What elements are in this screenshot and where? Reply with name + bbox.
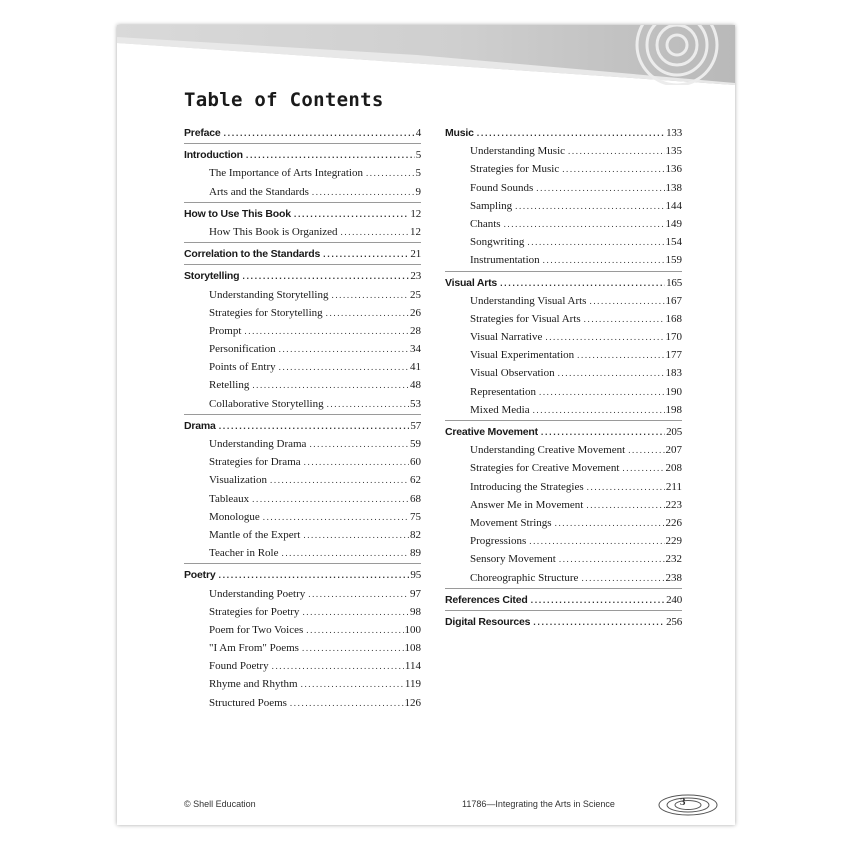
toc-entry-page: 62: [410, 474, 421, 487]
toc-entry-label: Understanding Creative Movement: [470, 444, 626, 457]
header-banner: [117, 25, 735, 85]
toc-entry-prompt: [184, 322, 421, 340]
dot-leader: [281, 544, 409, 562]
toc-entry-label: Visual Experimentation: [470, 349, 575, 362]
toc-entry-page: 21: [410, 248, 421, 261]
toc-entry-page: 170: [665, 331, 682, 344]
toc-entry-label: Visual Observation: [470, 367, 555, 380]
dot-leader: [622, 459, 664, 477]
dot-leader: [366, 164, 415, 182]
toc-entry-label: Strategies for Poetry: [209, 605, 300, 618]
toc-entry-page: 97: [410, 587, 421, 600]
toc-entry-collaborative-storytelling: [184, 395, 421, 413]
toc-entry-page: 238: [665, 571, 682, 584]
toc-section-correlation-to-the-standards: [184, 245, 421, 263]
toc-entry-the-importance-of-arts-integration: [184, 164, 421, 182]
dot-leader: [326, 304, 409, 322]
dot-leader: [303, 526, 409, 544]
toc-entry-how-this-book-is-organized: [184, 223, 421, 241]
toc-entry-understanding-poetry: [184, 585, 421, 603]
toc-entry-label: Music: [445, 127, 474, 139]
toc-entry-arts-and-the-standards: [184, 183, 421, 201]
document-page: [117, 25, 735, 825]
dot-leader: [323, 245, 409, 263]
toc-entry-teacher-in-role: [184, 544, 421, 562]
toc-entry-choreographic-structure: [445, 569, 682, 587]
dot-leader: [568, 142, 664, 160]
toc-entry-label: Instrumentation: [470, 254, 540, 267]
toc-entry-page: 149: [665, 217, 682, 230]
toc-entry-label: Visual Narrative: [470, 331, 543, 344]
toc-entry-page: 168: [665, 312, 682, 325]
toc-entry-page: 232: [665, 553, 682, 566]
toc-entry-label: Understanding Visual Arts: [470, 294, 587, 307]
toc-entry-page: 256: [666, 615, 682, 628]
toc-section-drama: [184, 417, 421, 435]
dot-leader: [541, 423, 665, 441]
dot-leader: [539, 383, 665, 401]
toc-entry-label: Songwriting: [470, 236, 525, 249]
toc-entry-page: 226: [665, 516, 682, 529]
dot-leader: [301, 675, 404, 693]
toc-entry-page: 59: [410, 438, 421, 450]
dot-leader: [242, 267, 409, 285]
dot-leader: [302, 639, 404, 657]
toc-entry-page: 41: [410, 361, 421, 374]
toc-entry-label: Retelling: [209, 379, 250, 392]
toc-entry-label: Digital Resources: [445, 615, 531, 628]
toc-entry-understanding-visual-arts: [445, 292, 682, 310]
toc-entry-label: Monologue: [209, 510, 260, 523]
toc-entry-found-sounds: [445, 179, 682, 197]
toc-entry-label: Introduction: [184, 149, 243, 162]
toc-section-how-to-use-this-book: [184, 205, 421, 223]
toc-entry-label: Progressions: [470, 535, 527, 548]
dot-leader: [224, 124, 415, 142]
dot-leader: [543, 251, 665, 269]
toc-right-column: [445, 124, 682, 631]
toc-entry-label: Visualization: [209, 474, 267, 487]
toc-entry-label: Strategies for Music: [470, 163, 560, 176]
toc-entry-movement-strings: [445, 514, 682, 532]
toc-entry-rhyme-and-rhythm: [184, 675, 421, 693]
dot-leader: [500, 274, 665, 292]
toc-entry-label: Tableaux: [209, 492, 250, 505]
toc-entry-page: 100: [404, 623, 421, 636]
toc-entry-understanding-drama: [184, 435, 421, 453]
dot-leader: [584, 310, 665, 328]
toc-entry-page: 183: [665, 367, 682, 380]
toc-entry-label: Understanding Storytelling: [209, 288, 329, 301]
toc-entry-points-of-entry: [184, 358, 421, 376]
toc-entry-label: Collaborative Storytelling: [209, 397, 324, 410]
dot-leader: [304, 453, 409, 471]
toc-entry-page: 223: [665, 498, 682, 511]
toc-entry-label: Understanding Drama: [209, 438, 307, 450]
toc-entry-strategies-for-music: [445, 160, 682, 178]
toc-entry-label: Preface: [184, 127, 221, 139]
page-number-ripple-icon: [657, 793, 719, 817]
toc-entry-label: Drama: [184, 419, 216, 432]
toc-entry-page: 208: [665, 462, 682, 475]
dot-leader: [555, 514, 665, 532]
dot-leader: [279, 358, 409, 376]
toc-entry-monologue: [184, 508, 421, 526]
toc-entry-label: Prompt: [209, 324, 242, 337]
dot-leader: [272, 657, 404, 675]
toc-entry-page: 119: [404, 678, 421, 691]
section-divider: [445, 420, 682, 421]
toc-entry-page: 68: [410, 492, 421, 505]
toc-entry-label: "I Am From" Poems: [209, 642, 299, 655]
footer-product: 11786—Integrating the Arts in Science: [462, 799, 615, 809]
dot-leader: [331, 286, 409, 304]
toc-entry-page: 48: [410, 379, 421, 392]
toc-entry-page: 154: [665, 236, 682, 249]
toc-entry-page: 159: [665, 254, 682, 267]
dot-leader: [309, 435, 409, 453]
section-divider: [445, 588, 682, 589]
toc-entry-label: Found Poetry: [209, 660, 269, 673]
toc-entry-strategies-for-poetry: [184, 603, 421, 621]
section-divider: [184, 143, 421, 144]
toc-entry-page: 133: [666, 127, 682, 139]
dot-leader: [218, 566, 409, 584]
dot-leader: [527, 233, 664, 251]
toc-entry-label: Poem for Two Voices: [209, 623, 304, 636]
dot-leader: [294, 205, 410, 223]
toc-entry-songwriting: [445, 233, 682, 251]
dot-leader: [477, 124, 665, 142]
toc-entry-page: 5: [415, 149, 421, 162]
toc-entry-label: Chants: [470, 217, 501, 230]
dot-leader: [531, 591, 666, 609]
toc-entry-label: Answer Me in Movement: [470, 498, 584, 511]
toc-entry-i-am-from-poems: [184, 639, 421, 657]
dot-leader: [536, 179, 664, 197]
toc-entry-label: Rhyme and Rhythm: [209, 678, 298, 691]
toc-entry-label: Understanding Poetry: [209, 587, 306, 600]
toc-entry-page: 198: [665, 403, 682, 416]
dot-leader: [341, 223, 409, 241]
dot-leader: [581, 569, 664, 587]
toc-entry-answer-me-in-movement: [445, 496, 682, 514]
toc-entry-sensory-movement: [445, 550, 682, 568]
toc-entry-page: 138: [665, 181, 682, 194]
toc-entry-personification: [184, 340, 421, 358]
toc-entry-page: 60: [410, 456, 421, 469]
toc-entry-mixed-media: [445, 401, 682, 419]
dot-leader: [308, 585, 409, 603]
toc-entry-page: 23: [410, 270, 421, 283]
toc-entry-label: References Cited: [445, 593, 528, 606]
toc-entry-label: Mantle of the Expert: [209, 528, 301, 541]
toc-entry-poem-for-two-voices: [184, 621, 421, 639]
toc-entry-visual-experimentation: [445, 346, 682, 364]
toc-entry-retelling: [184, 376, 421, 394]
toc-entry-understanding-music: [445, 142, 682, 160]
toc-entry-label: Mixed Media: [470, 403, 530, 416]
dot-leader: [306, 621, 403, 639]
toc-entry-page: 9: [415, 185, 421, 198]
toc-entry-page: 177: [665, 349, 682, 362]
dot-leader: [558, 364, 665, 382]
toc-entry-page: 229: [665, 535, 682, 548]
toc-entry-page: 5: [415, 167, 421, 180]
section-divider: [445, 271, 682, 272]
toc-entry-label: Sensory Movement: [470, 553, 556, 566]
toc-entry-page: 95: [410, 569, 421, 582]
toc-entry-page: 57: [410, 419, 421, 432]
toc-entry-understanding-storytelling: [184, 286, 421, 304]
toc-entry-instrumentation: [445, 251, 682, 269]
dot-leader: [504, 215, 665, 233]
toc-entry-page: 135: [665, 145, 682, 158]
toc-entry-visual-observation: [445, 364, 682, 382]
toc-entry-mantle-of-the-expert: [184, 526, 421, 544]
section-divider: [184, 242, 421, 243]
toc-entry-page: 98: [410, 605, 421, 618]
dot-leader: [270, 471, 409, 489]
dot-leader: [529, 532, 664, 550]
dot-leader: [327, 395, 409, 413]
dot-leader: [586, 496, 664, 514]
dot-leader: [545, 328, 664, 346]
toc-left-column: [184, 124, 421, 712]
toc-entry-strategies-for-drama: [184, 453, 421, 471]
toc-entry-page: 53: [410, 397, 421, 410]
toc-entry-label: Strategies for Storytelling: [209, 306, 323, 319]
toc-entry-page: 126: [404, 696, 421, 709]
page-number: 3: [680, 796, 686, 808]
toc-entry-page: 190: [665, 385, 682, 398]
toc-section-creative-movement: [445, 423, 682, 441]
toc-entry-visual-narrative: [445, 328, 682, 346]
dot-leader: [279, 340, 409, 358]
toc-entry-page: 34: [410, 343, 421, 356]
toc-entry-structured-poems: [184, 694, 421, 712]
toc-entry-label: Visual Arts: [445, 276, 498, 289]
dot-leader: [533, 613, 665, 631]
toc-entry-label: Understanding Music: [470, 145, 566, 158]
toc-entry-label: The Importance of Arts Integration: [209, 167, 363, 180]
toc-entry-page: 144: [665, 199, 682, 212]
toc-entry-label: Poetry: [184, 569, 216, 582]
toc-entry-strategies-for-creative-movement: [445, 459, 682, 477]
toc-entry-page: 25: [410, 288, 421, 301]
toc-entry-page: 108: [404, 642, 421, 655]
dot-leader: [246, 146, 415, 164]
toc-entry-page: 165: [666, 276, 682, 289]
dot-leader: [290, 694, 404, 712]
toc-section-introduction: [184, 146, 421, 164]
toc-entry-label: Strategies for Creative Movement: [470, 462, 620, 475]
toc-entry-page: 82: [410, 528, 421, 541]
toc-entry-page: 12: [410, 225, 421, 238]
toc-entry-tableaux: [184, 490, 421, 508]
toc-entry-understanding-creative-movement: [445, 441, 682, 459]
toc-entry-label: Storytelling: [184, 270, 240, 283]
footer-publisher: © Shell Education: [184, 799, 256, 809]
toc-entry-page: 12: [410, 207, 421, 220]
toc-entry-page: 205: [666, 426, 682, 438]
toc-entry-strategies-for-visual-arts: [445, 310, 682, 328]
toc-entry-label: Choreographic Structure: [470, 571, 579, 584]
toc-entry-label: How This Book is Organized: [209, 225, 338, 238]
toc-entry-visualization: [184, 471, 421, 489]
dot-leader: [577, 346, 664, 364]
toc-section-poetry: [184, 566, 421, 584]
toc-entry-label: Creative Movement: [445, 426, 538, 438]
toc-entry-page: 211: [665, 480, 682, 493]
dot-leader: [302, 603, 409, 621]
toc-entry-sampling: [445, 197, 682, 215]
toc-section-preface: [184, 124, 421, 142]
toc-entry-label: How to Use This Book: [184, 207, 291, 220]
dot-leader: [252, 376, 409, 394]
toc-section-visual-arts: [445, 274, 682, 292]
toc-section-references-cited: [445, 591, 682, 609]
section-divider: [184, 563, 421, 564]
toc-entry-introducing-the-strategies: [445, 478, 682, 496]
toc-entry-label: Strategies for Drama: [209, 456, 301, 469]
toc-entry-page: 89: [410, 547, 421, 560]
toc-section-digital-resources: [445, 613, 682, 631]
dot-leader: [312, 183, 415, 201]
toc-entry-page: 26: [410, 306, 421, 319]
toc-entry-label: Correlation to the Standards: [184, 248, 321, 261]
dot-leader: [219, 417, 410, 435]
toc-entry-strategies-for-storytelling: [184, 304, 421, 322]
dot-leader: [562, 160, 664, 178]
toc-entry-representation: [445, 383, 682, 401]
toc-entry-page: 136: [665, 163, 682, 176]
dot-leader: [589, 292, 664, 310]
toc-entry-page: 207: [665, 444, 682, 457]
section-divider: [445, 610, 682, 611]
toc-entry-found-poetry: [184, 657, 421, 675]
section-divider: [184, 414, 421, 415]
dot-leader: [559, 550, 665, 568]
toc-entry-page: 4: [415, 127, 421, 139]
dot-leader: [587, 478, 665, 496]
dot-leader: [628, 441, 664, 459]
toc-entry-label: Sampling: [470, 199, 513, 212]
toc-entry-chants: [445, 215, 682, 233]
dot-leader: [515, 197, 664, 215]
toc-entry-progressions: [445, 532, 682, 550]
toc-entry-page: 167: [665, 294, 682, 307]
toc-entry-label: Teacher in Role: [209, 547, 279, 560]
toc-entry-page: 114: [404, 660, 421, 673]
toc-entry-label: Introducing the Strategies: [470, 480, 584, 493]
toc-entry-page: 240: [666, 593, 682, 606]
section-divider: [184, 264, 421, 265]
page-title: Table of Contents: [184, 89, 384, 111]
dot-leader: [533, 401, 665, 419]
toc-entry-label: Representation: [470, 385, 536, 398]
toc-entry-label: Arts and the Standards: [209, 185, 309, 198]
toc-section-storytelling: [184, 267, 421, 285]
toc-entry-label: Movement Strings: [470, 516, 552, 529]
toc-entry-label: Strategies for Visual Arts: [470, 312, 581, 325]
section-divider: [184, 202, 421, 203]
toc-entry-label: Found Sounds: [470, 181, 534, 194]
toc-entry-label: Personification: [209, 343, 276, 356]
toc-entry-label: Structured Poems: [209, 696, 287, 709]
dot-leader: [263, 508, 409, 526]
toc-entry-page: 75: [410, 510, 421, 523]
dot-leader: [252, 490, 409, 508]
toc-entry-page: 28: [410, 324, 421, 337]
toc-section-music: [445, 124, 682, 142]
toc-entry-label: Points of Entry: [209, 361, 276, 374]
dot-leader: [244, 322, 409, 340]
